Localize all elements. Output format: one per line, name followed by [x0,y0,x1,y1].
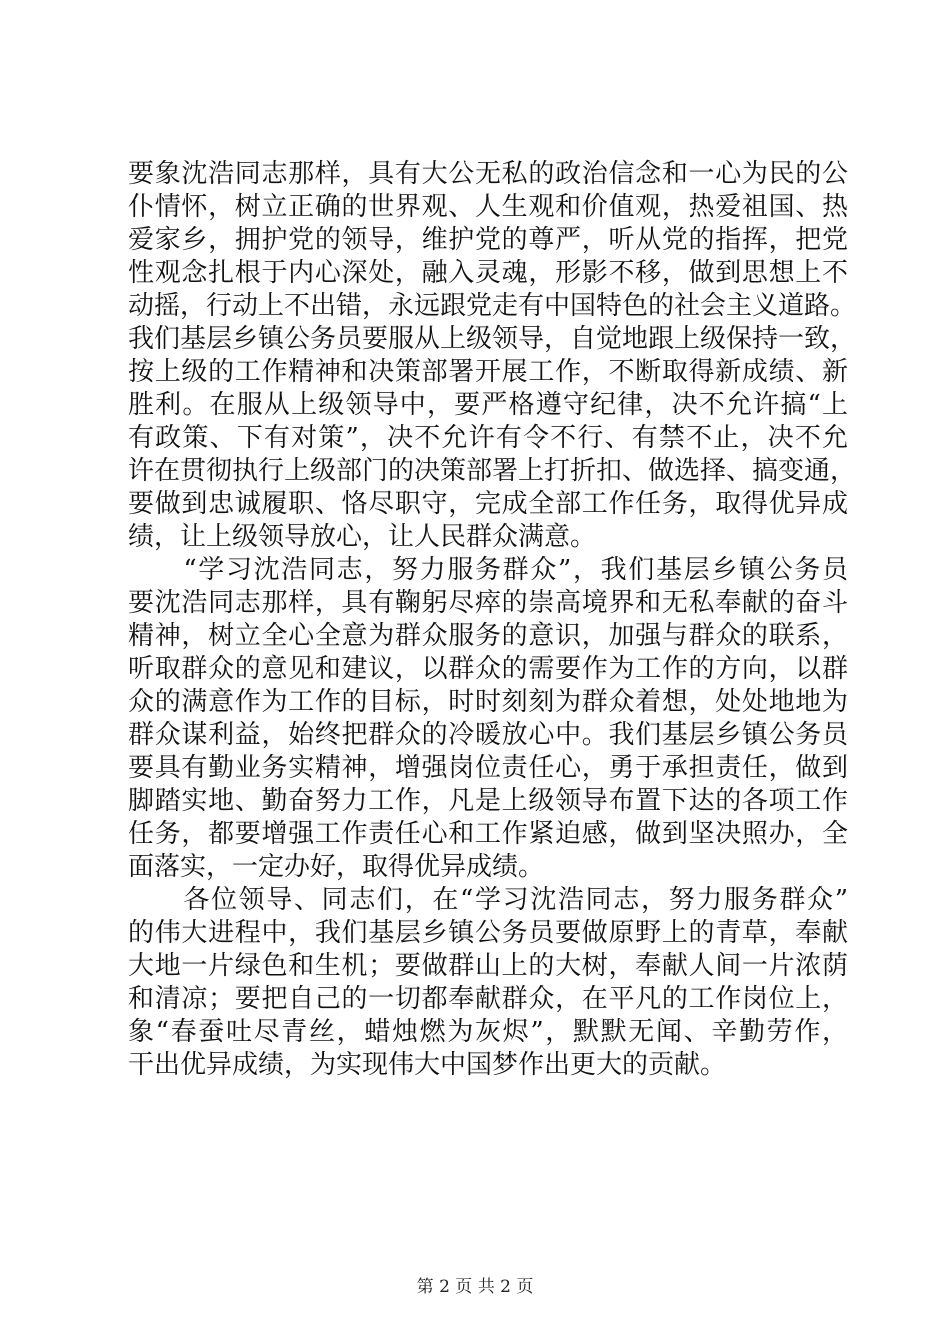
text-line: 要做到忠诚履职、恪尽职守，完成全部工作任务，取得优异成 [128,489,848,519]
text-line: 的伟大进程中，我们基层乡镇公务员要做原野上的青草，奉献 [128,918,848,948]
text-line: 象“春蚕吐尽青丝，蜡烛燃为灰烬”，默默无闻、辛勤劳作， [128,1017,848,1047]
text-line: 各位领导、同志们，在“学习沈浩同志，努力服务群众” [128,885,848,915]
text-line: “学习沈浩同志，努力服务群众”，我们基层乡镇公务员 [128,555,848,585]
text-line: 听取群众的意见和建议，以群众的需要作为工作的方向，以群 [128,654,848,684]
text-line: 脚踏实地、勤奋努力工作，凡是上级领导布置下达的各项工作 [128,786,848,816]
text-line: 动摇，行动上不出错，永远跟党走有中国特色的社会主义道路。 [128,291,857,321]
body-text [128,158,857,1082]
text-line: 任务，都要增强工作责任心和工作紧迫感，做到坚决照办，全 [128,819,848,849]
page-number-footer: 第 2 页 共 2 页 [416,1277,534,1297]
text-line: 有政策、下有对策”，决不允许有令不行、有禁不止，决不允 [128,423,848,453]
text-line: 要沈浩同志那样，具有鞠躬尽瘁的崇高境界和无私奉献的奋斗 [128,588,848,618]
text-line: 我们基层乡镇公务员要服从上级领导，自觉地跟上级保持一致， [128,324,857,354]
text-line: 大地一片绿色和生机；要做群山上的大树，奉献人间一片浓荫 [128,951,848,981]
text-line: 要具有勤业务实精神，增强岗位责任心，勇于承担责任，做到 [128,753,848,783]
text-line: 干出优异成绩，为实现伟大中国梦作出更大的贡献。 [128,1050,727,1080]
text-line: 绩，让上级领导放心，让人民群众满意。 [128,522,597,552]
text-line: 按上级的工作精神和决策部署开展工作，不断取得新成绩、新 [128,357,848,387]
text-line: 仆情怀，树立正确的世界观、人生观和价值观，热爱祖国、热 [128,192,848,222]
text-line: 爱家乡，拥护党的领导，维护党的尊严，听从党的指挥，把党 [128,225,848,255]
text-line: 要象沈浩同志那样，具有大公无私的政治信念和一心为民的公 [128,159,848,189]
text-line: 众的满意作为工作的目标，时时刻刻为群众着想，处处地地为 [128,687,848,717]
text-line: 许在贯彻执行上级部门的决策部署上打折扣、做选择、搞变通， [128,456,857,486]
text-line: 精神，树立全心全意为群众服务的意识，加强与群众的联系， [128,621,848,651]
text-line: 和清凉；要把自己的一切都奉献群众，在平凡的工作岗位上， [128,984,848,1014]
text-line: 面落实，一定办好，取得优异成绩。 [128,852,545,882]
text-line: 胜利。在服从上级领导中，要严格遵守纪律，决不允许搞“上 [128,390,848,420]
text-line: 群众谋利益，始终把群众的冷暖放心中。我们基层乡镇公务员 [128,720,848,750]
text-line: 性观念扎根于内心深处，融入灵魂，形影不移，做到思想上不 [128,258,848,288]
